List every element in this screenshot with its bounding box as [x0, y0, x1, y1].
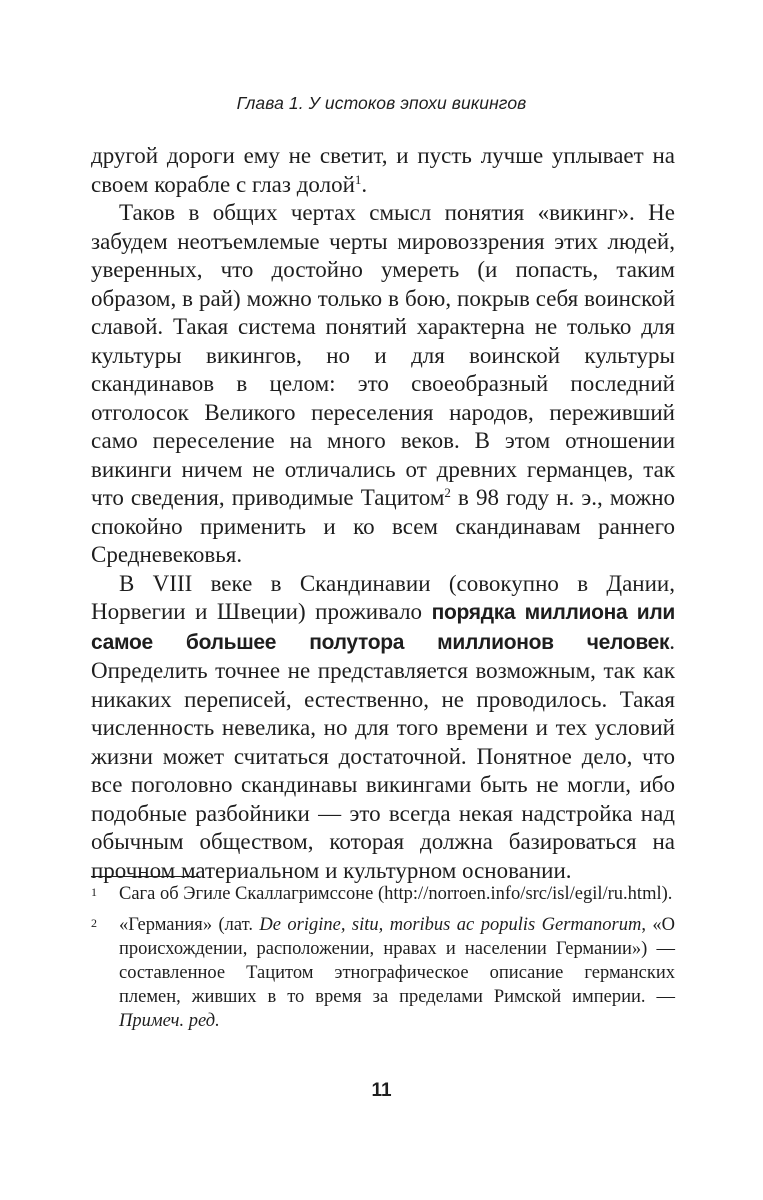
footnote-1-mark: 1	[91, 885, 97, 899]
page-number: 11	[371, 1080, 392, 1101]
footnote-ref-2[interactable]: 2	[444, 485, 451, 500]
paragraph-1-end: .	[361, 171, 368, 197]
footnote-2-text-b: , «О происхождении, расположении, нравах и населении Германии») — составленное Тацитом этнографическое описание германских племен, живших в то время за пределами Римской империи. —	[119, 915, 675, 1007]
footnote-2-latin-title: De origine, situ, moribus ac populis Germanorum	[259, 915, 642, 935]
footnote-2-text	[119, 915, 675, 1031]
paragraph-3	[91, 570, 675, 886]
footnote-2-text-a: «Германия» (лат.	[119, 915, 260, 935]
footnote-ref-1[interactable]: 1	[354, 171, 362, 187]
footnote-2	[91, 913, 675, 1033]
footnote-separator	[91, 876, 199, 877]
footnote-1-text: Сага об Эгиле Скаллагримссоне (http://norroen.info/src/isl/egil/ru.html).	[119, 884, 673, 904]
footnote-1	[91, 882, 675, 906]
paragraph-3-emphasis: порядка миллиона или самое большее полутора миллионов человек	[91, 601, 675, 654]
main-text	[91, 142, 675, 885]
paragraph-2-text-a: Таков в общих чертах смысл понятия «викинг». Не забудем неотъемлемые черты мировоззрения этих людей, уверенных, что достойно умереть (и попасть, таким образом, в рай) можно только в бою, покрыв себя воинской славой. Такая система понятий характерна не только для культуры викингов, но и для воинской культуры скандинавов в целом: это своеобразный последний отголосок Великого переселения народов, переживший само переселение на много веков. В этом отношении викинги ничем не отличались от древних германцев, так что сведения, приводимые Тацитом	[91, 200, 675, 510]
running-header: Глава 1. У истоков эпохи викингов	[236, 93, 527, 113]
paragraph-1	[91, 142, 675, 199]
footnotes	[91, 882, 675, 1040]
footnote-2-editor-note: Примеч. ред.	[119, 1011, 220, 1031]
paragraph-2-text-b: в 98 году н. э., можно спокойно применить и ко всем скандинавам раннего Средневековья.	[91, 485, 676, 567]
paragraph-3-text-b: . Определить точнее не представляется возможным, так как никаких переписей, естественно, не проводилось. Такая численность невелика, но для того времени и тех условий жизни может считаться достаточной. Понятное дело, что все поголовно скандинавы викингами быть не могли, ибо подобные разбойники — это всегда некая надстройка над обычным обществом, которая должна базироваться на прочном материальном и культурном основании.	[91, 628, 675, 883]
paragraph-3-text-a: В VIII веке в Скандинавии (совокупно в Дании, Норвегии и Швеции) проживало	[91, 570, 675, 624]
footnote-2-mark: 2	[91, 916, 97, 930]
paragraph-1-text: другой дороги ему не светит, и пусть лучше уплывает на своем корабле с глаз долой	[91, 143, 675, 197]
paragraph-2	[91, 199, 675, 570]
